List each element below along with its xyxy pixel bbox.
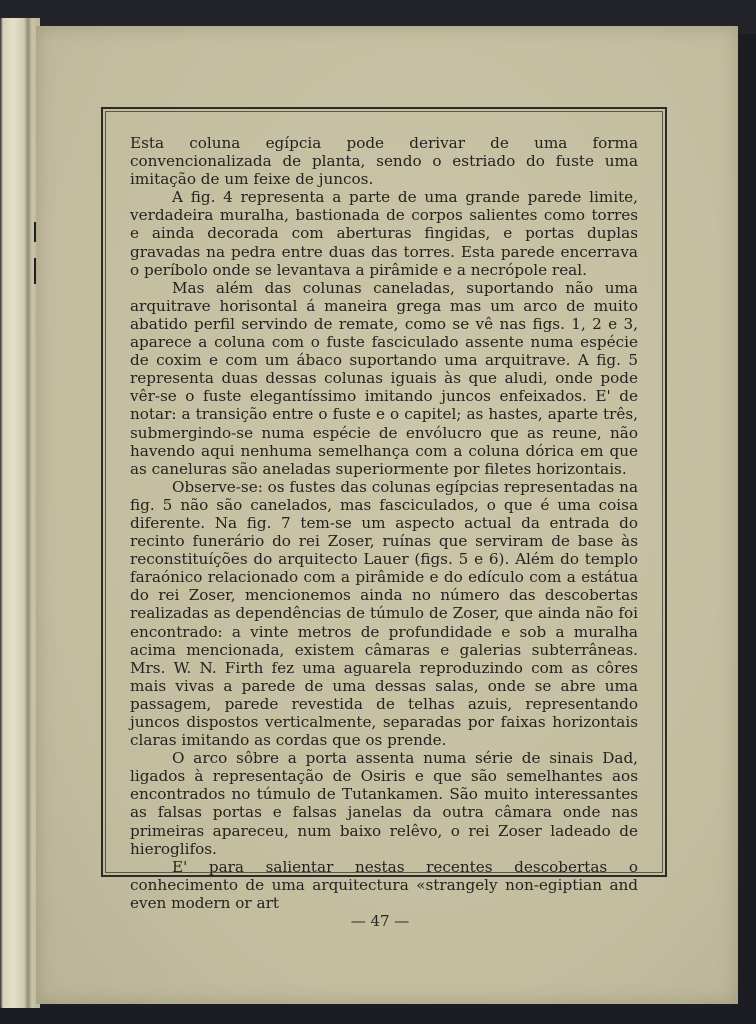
paragraph: Observe-se: os fustes das colunas egípcias representadas na fig. 5 não são canelados, mas fasciculados, o que é uma coisa diferente. Na fig. 7 tem-se um aspecto actual da entrada do recinto funerário do rei Zoser, ruínas que serviram de base às reconstituíções do arquitecto Lauer (figs. 5 e 6). Além do templo faraónico relacionado com a pirâmide e do edículo com a estátua do rei Zoser, mencionemos ainda no número das descobertas realizadas as dependências de túmulo de Zoser, que ainda não foi encontrado: a vinte metros de profundidade e sob a muralha acima mencionada, existem câmaras e galerias subterrâneas. Mrs. W. N. Firth fez uma aguarela reproduzindo com as côres mais vivas a parede de uma dessas salas, onde se abre uma passagem, parede revestida de telhas azuis, representando juncos dispostos verticalmente, separadas por faixas horizontais claras imitando as cordas que os prende. <box>130 477 638 750</box>
body-text <box>130 134 638 912</box>
book-spine-edge <box>0 18 40 1008</box>
paragraph: A fig. 4 representa a parte de uma grande parede limite, verdadeira muralha, bastionada de corpos salientes como torres e ainda decorada com aberturas fingidas, e portas duplas gravadas na pedra entre duas das torres. Esta parede encerrava o períbolo onde se levantava a pirâmide e a necrópole real. <box>130 188 638 279</box>
paragraph: O arco sôbre a porta assenta numa série de sinais Dad, ligados à representação de Osiris e que são semelhantes aos encontrados no túmulo de Tutankamen. São muito interessantes as falsas portas e falsas janelas da outra câmara onde nas primeiras apareceu, num baixo relêvo, o rei Zoser ladeado de hieroglifos. <box>130 749 638 858</box>
paragraph: Mas além das colunas caneladas, suportando não uma arquitrave horisontal á maneira grega mas um arco de muito abatido perfil servindo de remate, como se vê nas figs. 1, 2 e 3, aparece a coluna com o fuste fasciculado assente numa espécie de coxim e com um ábaco suportando uma arquitrave. A fig. 5 representa duas dessas colunas iguais às que aludi, onde pode vêr-se o fuste elegantíssimo imitando juncos enfeixados. E' de notar: a transição entre o fuste e o capitel; as hastes, aparte três, submergindo-se numa espécie de envólucro que as reune, não havendo aqui nenhuma semelhança com a coluna dórica em que as caneluras são aneladas superiormente por filetes horizontais. <box>130 278 638 478</box>
paragraph: Esta coluna egípcia pode derivar de uma forma convencionalizada de planta, sendo o estriado do fuste uma imitação de um feixe de juncos. <box>130 134 638 189</box>
paragraph: E' para salientar nestas recentes descobertas o conhecimento de uma arquitectura «strangely non-egiptian and even modern or art <box>130 857 638 912</box>
page-number: — 47 — <box>350 912 410 930</box>
